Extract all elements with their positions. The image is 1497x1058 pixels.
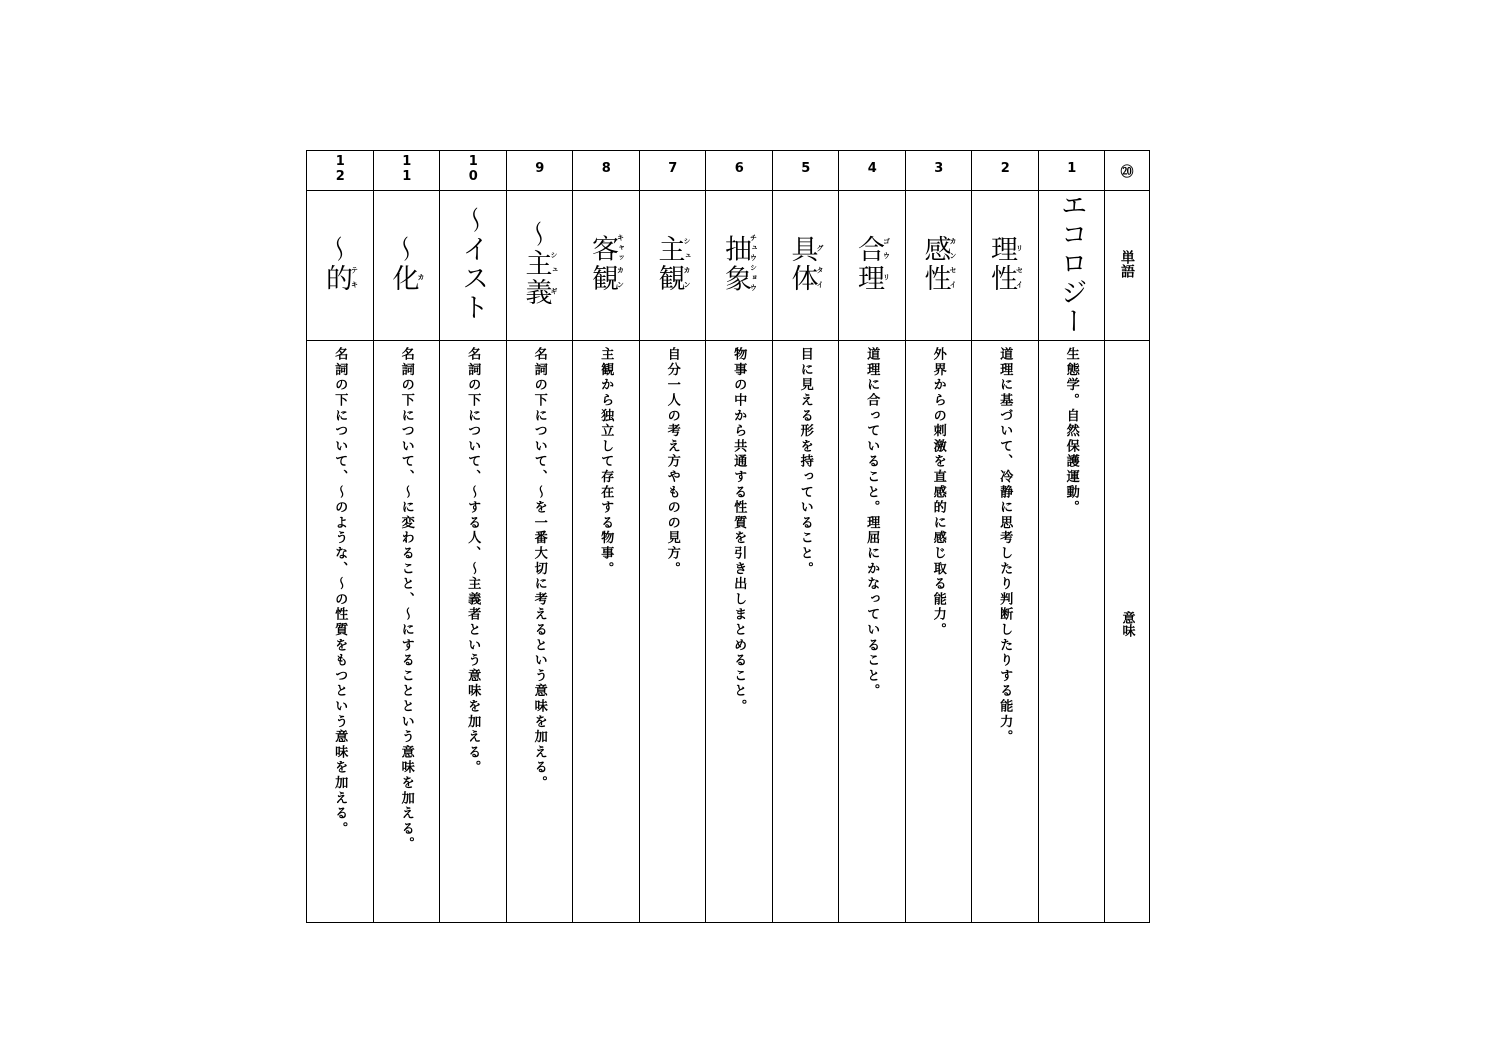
entry-meaning-cell [373,341,440,923]
entry-word-cell [772,191,839,341]
word-kanji: 主 [520,249,552,278]
entry-number: 11 [399,153,415,184]
entry-number: 7 [665,161,681,176]
entry-number-cell [706,151,773,191]
entry-number-cell [972,151,1039,191]
entry-word-cell [573,191,640,341]
word-kanji-with-reading [853,234,891,264]
word-kanji-with-reading [387,263,426,293]
entry-number-cell [905,151,972,191]
word-header-label: 単語 [1119,249,1135,278]
entry-word [387,235,425,293]
entry-meaning-cell [1038,341,1105,923]
entry-word [587,234,625,293]
word-kanji: 化 [387,263,419,293]
entry-word [986,235,1024,293]
entry-word-cell [706,191,773,341]
set-number: ⑳ [1120,165,1134,180]
word-reading: リ [1015,234,1024,264]
word-kanji-with-reading [520,249,559,278]
entry-meaning-cell [706,341,773,923]
word-reading: ギ [550,278,559,307]
meaning-header-label: 意味 [1119,611,1135,637]
entry-word [321,235,359,293]
entry-number-cell [373,151,440,191]
word-reading: テキ [350,263,359,293]
entry-meaning: 外界からの刺激を直感的に感じ取る能力。 [930,347,946,638]
entry-word-cell [307,191,374,341]
word-kanji: 具 [786,234,818,264]
entry-number: 3 [931,161,947,176]
word-text: 〜イスト [457,205,489,322]
entry-word-cell [905,191,972,341]
word-reading: セイ [949,263,958,293]
word-kanji-with-reading [786,234,825,264]
entry-number: 10 [465,153,481,184]
entry-number-cell [839,151,906,191]
word-kanji-with-reading [587,264,625,293]
entry-number: 4 [864,161,880,176]
entry-number: 9 [532,161,548,176]
entry-number-cell [307,151,374,191]
word-kanji: 理 [986,234,1018,264]
word-kanji: 義 [520,278,552,307]
entry-word-cell [506,191,573,341]
word-kanji-with-reading [520,278,559,307]
entry-meaning: 主観から独立して存在する物事。 [598,347,614,577]
entry-word [653,235,691,293]
entry-meaning-cell [506,341,573,923]
entry-word-cell [1038,191,1105,341]
entry-number-cell [639,151,706,191]
entry-number: 8 [598,161,614,176]
word-kanji-with-reading [919,234,958,264]
word-kanji: 観 [587,264,619,293]
word-kanji: 理 [853,263,885,293]
entry-meaning: 名詞の下について、〜に変わること、〜にすることという意味を加える。 [398,347,414,852]
entry-number-cell [772,151,839,191]
word-kanji: 観 [653,263,685,293]
entry-word-cell [972,191,1039,341]
entry-meaning: 名詞の下について、〜する人、〜主義者という意味を加える。 [465,347,481,776]
entry-meaning-cell [972,341,1039,923]
vocabulary-sheet [306,150,1149,907]
word-reading: カ [417,263,426,293]
word-kanji: 体 [786,263,818,293]
word-kanji-with-reading [853,263,891,293]
entry-meaning-cell [639,341,706,923]
word-reading: カン [949,234,958,264]
entry-word [919,235,957,293]
word-reading: キャッ [616,234,625,264]
entry-number: 2 [997,161,1013,176]
word-kanji: 性 [986,263,1018,293]
word-reading: シュ [683,234,692,264]
entry-meaning-cell [839,341,906,923]
entry-number-cell [1038,151,1105,191]
number-row [307,151,1150,191]
word-kanji: 抽 [720,233,752,264]
word-kanji-with-reading [653,263,692,293]
entry-number-cell [506,151,573,191]
word-reading: セイ [1015,263,1024,293]
entry-number: 5 [798,161,814,176]
entry-word-cell [440,191,507,341]
word-reading: グ [816,234,825,264]
word-kanji-with-reading [587,234,625,264]
set-number-cell [1105,151,1150,191]
word-kanji-with-reading [986,234,1024,264]
entry-meaning-cell [573,341,640,923]
entry-number: 12 [332,153,348,184]
entry-meaning: 道理に合っていること。理屈にかなっていること。 [864,347,880,699]
entry-word [520,220,558,307]
entry-word [720,234,758,294]
entry-number-cell [573,151,640,191]
meaning-row [307,341,1150,923]
word-reading: ゴウ [882,234,891,264]
word-kanji: 客 [587,234,619,264]
word-reading: ショウ [749,263,758,294]
word-reading: リ [882,263,891,293]
vocabulary-table [306,150,1150,923]
word-kanji: 主 [653,234,685,264]
word-text: エコロジー [1055,191,1087,336]
word-kanji-with-reading [786,263,825,293]
word-text: 〜 [387,234,419,264]
word-reading: タイ [816,263,825,293]
entry-number-cell [440,151,507,191]
word-kanji-with-reading [919,263,958,293]
entry-number: 1 [1064,161,1080,176]
word-header-cell [1105,191,1150,341]
word-kanji: 象 [720,263,752,294]
entry-word [1056,191,1087,336]
entry-meaning: 物事の中から共通する性質を引き出しまとめること。 [731,347,747,715]
entry-meaning: 名詞の下について、〜のような、〜の性質をもつという意味を加える。 [332,347,348,837]
word-reading: チュウ [749,233,758,264]
entry-meaning: 道理に基づいて、冷静に思考したり判断したりする能力。 [997,347,1013,745]
entry-word [457,206,488,322]
entry-word [786,235,824,293]
word-reading: シュ [550,249,559,278]
entry-number: 6 [731,161,747,176]
word-text: 〜 [321,234,353,264]
word-kanji-with-reading [321,263,359,293]
word-row [307,191,1150,341]
word-kanji: 性 [919,263,951,293]
word-kanji: 的 [321,263,353,293]
word-text: 〜 [520,220,552,249]
word-kanji-with-reading [986,263,1024,293]
word-kanji-with-reading [720,263,758,294]
word-kanji: 合 [853,234,885,264]
word-kanji: 感 [919,234,951,264]
word-reading: カン [616,264,625,293]
entry-word-cell [839,191,906,341]
entry-meaning: 自分一人の考え方やものの見方。 [664,347,680,577]
entry-meaning-cell [905,341,972,923]
word-reading: カン [683,263,692,293]
entry-meaning-cell [440,341,507,923]
entry-meaning: 目に見える形を持っていること。 [797,347,813,577]
meaning-header-cell [1105,341,1150,923]
entry-meaning-cell [772,341,839,923]
entry-word [853,235,891,293]
entry-word-cell [639,191,706,341]
entry-meaning: 生態学。自然保護運動。 [1063,347,1079,516]
word-kanji-with-reading [720,233,758,264]
entry-word-cell [373,191,440,341]
word-kanji-with-reading [653,234,692,264]
entry-meaning-cell [307,341,374,923]
entry-meaning: 名詞の下について、〜を一番大切に考えるという意味を加える。 [531,347,547,791]
